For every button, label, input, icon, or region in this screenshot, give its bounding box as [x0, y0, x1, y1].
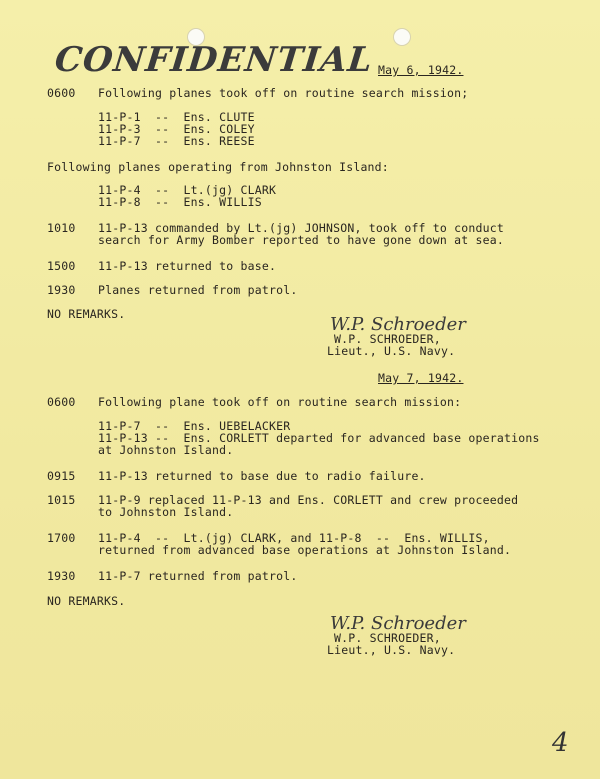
entry-text: 11-P-13 commanded by Lt.(jg) JOHNSON, took off to conduct	[98, 221, 505, 235]
signer-rank: Lieut., U.S. Navy.	[327, 344, 456, 358]
entry-time: 0600	[47, 86, 76, 100]
entry-text: returned from advanced base operations at Johnston Island.	[98, 543, 512, 557]
entry-text: 11-P-13 returned to base due to radio failure.	[98, 469, 426, 483]
signer-name: W.P. SCHROEDER,	[334, 631, 441, 645]
list-item: at Johnston Island.	[98, 443, 234, 457]
entry-time: 1015	[47, 493, 76, 507]
list-item: 11-P-7 -- Ens. UEBELACKER	[98, 419, 291, 433]
handwritten-signature: W.P. Schroeder	[330, 613, 466, 634]
entry-time: 1010	[47, 221, 76, 235]
entry-text: 11-P-7 returned from patrol.	[98, 569, 298, 583]
entry-text: to Johnston Island.	[98, 505, 234, 519]
entry-time: 0600	[47, 395, 76, 409]
remarks: NO REMARKS.	[47, 307, 126, 321]
page-number: 4	[552, 728, 569, 758]
entry-time: 1700	[47, 531, 76, 545]
signer-rank: Lieut., U.S. Navy.	[327, 643, 456, 657]
date-may-7: May 7, 1942.	[378, 371, 464, 385]
entry-time: 1930	[47, 283, 76, 297]
list-item: 11-P-7 -- Ens. REESE	[98, 134, 255, 148]
entry-time: 1930	[47, 569, 76, 583]
list-item: 11-P-13 -- Ens. CORLETT departed for advanced base operations	[98, 431, 540, 445]
entry-text: search for Army Bomber reported to have gone down at sea.	[98, 233, 505, 247]
handwritten-signature: W.P. Schroeder	[330, 314, 466, 335]
entry-text: Planes returned from patrol.	[98, 283, 298, 297]
entry-time: 0915	[47, 469, 76, 483]
entry-text: 11-P-4 -- Lt.(jg) CLARK, and 11-P-8 -- Ens. WILLIS,	[98, 531, 490, 545]
date-may-6: May 6, 1942.	[378, 63, 464, 77]
entry-time: 1500	[47, 259, 76, 273]
list-item: 11-P-3 -- Ens. COLEY	[98, 122, 255, 136]
punch-hole	[393, 28, 411, 46]
confidential-stamp: CONFIDENTIAL	[52, 40, 375, 80]
list-item: 11-P-1 -- Ens. CLUTE	[98, 110, 255, 124]
remarks: NO REMARKS.	[47, 594, 126, 608]
entry-text: Following plane took off on routine search mission:	[98, 395, 462, 409]
entry-text: 11-P-9 replaced 11-P-13 and Ens. CORLETT and crew proceeded	[98, 493, 519, 507]
entry-text: Following planes operating from Johnston Island:	[47, 160, 389, 174]
list-item: 11-P-8 -- Ens. WILLIS	[98, 195, 262, 209]
list-item: 11-P-4 -- Lt.(jg) CLARK	[98, 183, 277, 197]
entry-text: Following planes took off on routine search mission;	[98, 86, 469, 100]
entry-text: 11-P-13 returned to base.	[98, 259, 277, 273]
signer-name: W.P. SCHROEDER,	[334, 332, 441, 346]
